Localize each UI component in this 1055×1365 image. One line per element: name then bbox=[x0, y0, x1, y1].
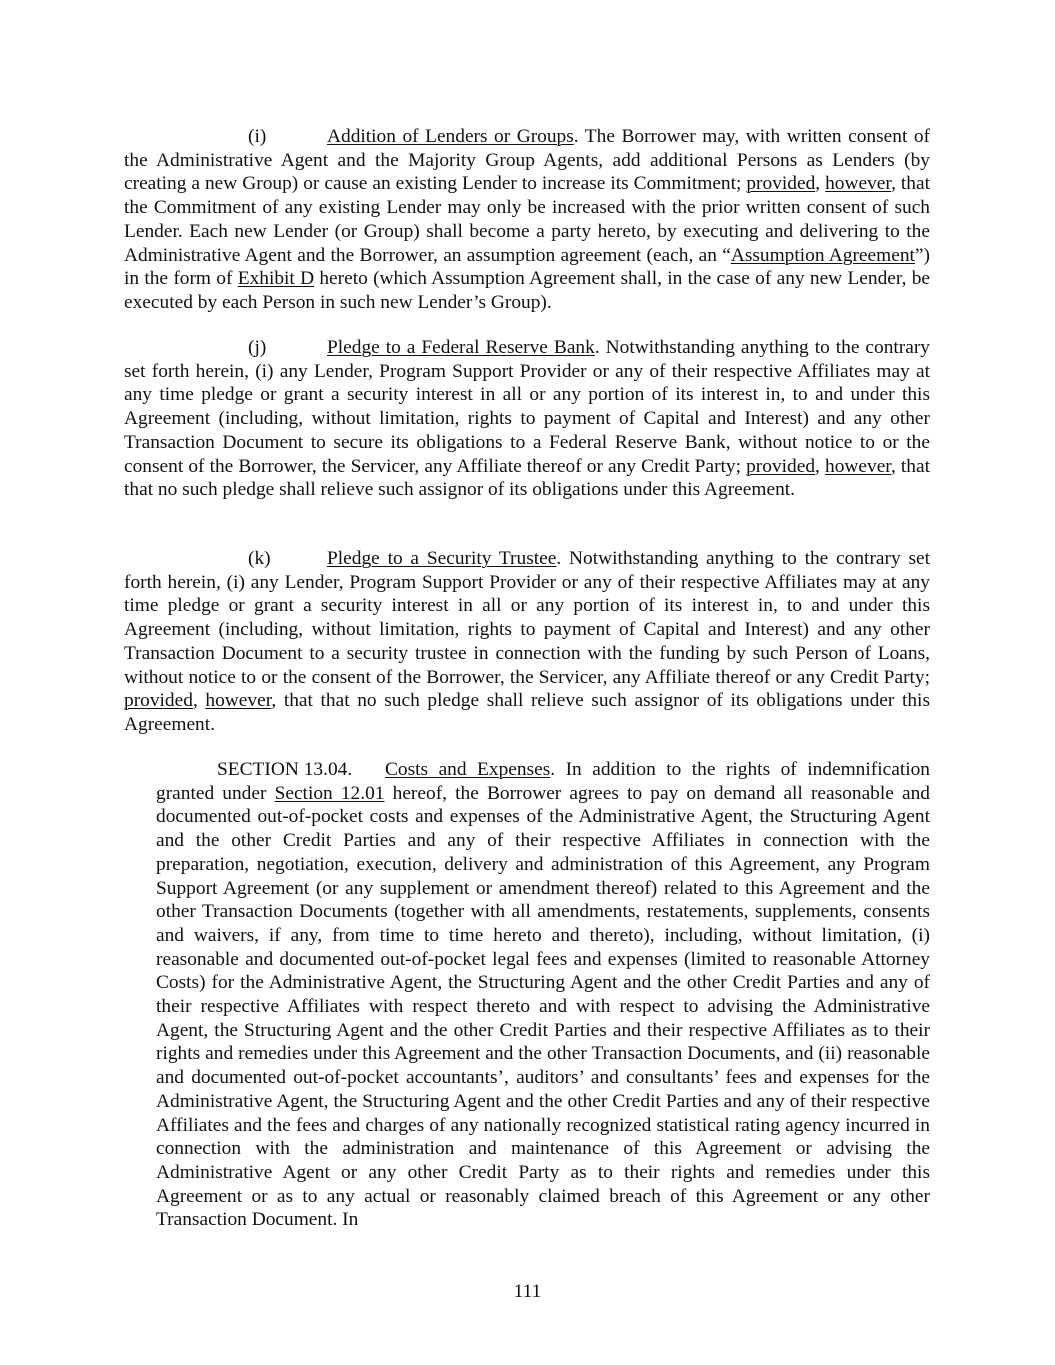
paragraph-heading: Pledge to a Security Trustee bbox=[327, 548, 557, 569]
paragraph-text: , bbox=[815, 455, 825, 477]
section-number: SECTION 13.04. bbox=[217, 759, 353, 780]
paragraph-j-pledge-federal-reserve bbox=[124, 336, 930, 502]
exhibit-reference: Exhibit D bbox=[237, 268, 315, 290]
however-term: however bbox=[205, 690, 272, 712]
paragraph-text: , that the Commitment of any existing Lender may only be increased with the prior written consent of such Lender. Each new Lender (or Group) shall become a party hereto, by executing and delivering to the Administrative Agent and the Borrower, an assumption agreement (each, an “ bbox=[124, 173, 930, 266]
paragraph-text: , bbox=[192, 690, 206, 712]
section-reference: Section 12.01 bbox=[274, 782, 385, 804]
paragraph-heading: Pledge to a Federal Reserve Bank bbox=[327, 337, 595, 358]
paragraph-marker: (j) bbox=[248, 337, 267, 358]
paragraph-k-pledge-security-trustee bbox=[124, 547, 930, 737]
paragraph-text: . Notwithstanding anything to the contrary set forth herein, (i) any Lender, Program Support Provider or any of their respective Affiliates may at any time pledge or grant a security interest in all or any portion of its interest in, to and under this Agreement (including, without limitation, rights to payment of Capital and Interest) and any other Transaction Document to secure its obligations to a Federal Reserve Bank, without notice to or the consent of the Borrower, the Servicer, any Affiliate thereof or any Credit Party; bbox=[124, 337, 930, 477]
paragraph-text: hereto (which Assumption Agreement shall, in the case of any new Lender, be executed by each Person in such new Lender’s Group). bbox=[124, 268, 930, 313]
however-term: however bbox=[825, 455, 891, 477]
provided-term: provided bbox=[124, 690, 193, 712]
paragraph-text: hereof, the Borrower agrees to pay on demand all reasonable and documented out-of-pocket costs and expenses of the Administrative Agent, the Structuring Agent and the other Credit Parties and any of their respective Affiliates in connection with the preparation, negotiation, execution, delivery and administration of this Agreement, any Program Support Agreement (or any supplement or amendment thereof) related to this Agreement and the other Transaction Documents (together with all amendments, restatements, supplements, consents and waivers, if any, from time to time hereto and thereto), including, without limitation, (i) reasonable and documented out-of-pocket legal fees and expenses (limited to reasonable Attorney Costs) for the Administrative Agent, the Structuring Agent and the other Credit Parties and any of their respective Affiliates with respect thereto and with respect to advising the Administrative Agent, the Structuring Agent and the other Credit Parties and their respective Affiliates as to their rights and remedies under this Agreement and the other Transaction Documents, and (ii) reasonable and documented out-of-pocket accountants’, auditors’ and consultants’ fees and expenses for the Administrative Agent, the Structuring Agent and the other Credit Parties and any of their respective Affiliates and the fees and charges of any nationally recognized statistical rating agency incurred in connection with the administration and maintenance of this Agreement or advising the Administrative Agent or any other Credit Party as to their rights and remedies under this Agreement or as to any actual or reasonably claimed breach of this Agreement or any other Transaction Document. In bbox=[156, 782, 930, 1231]
section-13-04-costs-and-expenses bbox=[156, 758, 930, 1232]
paragraph-text: . Notwithstanding anything to the contrary set forth herein, (i) any Lender, Program Support Provider or any of their respective Affiliates may at any time pledge or grant a security interest in all or any portion of its interest in, to and under this Agreement (including, without limitation, rights to payment of Capital and Interest) and any other Transaction Document to a security trustee in connection with the funding by such Person of Loans, without notice to or the consent of the Borrower, the Servicer, any Affiliate thereof or any Credit Party; bbox=[124, 548, 930, 688]
defined-term-assumption-agreement: Assumption Agreement bbox=[730, 244, 915, 266]
paragraph-text: ”) in the form of bbox=[124, 244, 930, 290]
paragraph-text: , bbox=[815, 173, 826, 195]
paragraph-marker: (k) bbox=[248, 548, 271, 569]
section-heading: Costs and Expenses bbox=[385, 759, 551, 780]
however-term: however bbox=[825, 173, 892, 195]
provided-term: provided bbox=[746, 455, 816, 477]
paragraph-text: . The Borrower may, with written consent of the Administrative Agent and the Majority Group Agents, add additional Persons as Lenders (by creating a new Group) or cause an existing Lender to increase its Commitment; bbox=[124, 126, 930, 195]
paragraph-marker: (i) bbox=[248, 126, 267, 147]
paragraph-i-addition-of-lenders bbox=[124, 125, 930, 315]
paragraph-heading: Addition of Lenders or Groups bbox=[327, 126, 574, 147]
provided-term: provided bbox=[746, 173, 816, 195]
paragraph-text: , that that no such pledge shall relieve such assignor of its obligations under this Agreement. bbox=[124, 690, 930, 735]
paragraph-text: , that that no such pledge shall relieve such assignor of its obligations under this Agreement. bbox=[124, 455, 931, 501]
paragraph-text: . In addition to the rights of indemnification granted under bbox=[156, 759, 930, 804]
page-number: 111 bbox=[513, 1281, 542, 1302]
